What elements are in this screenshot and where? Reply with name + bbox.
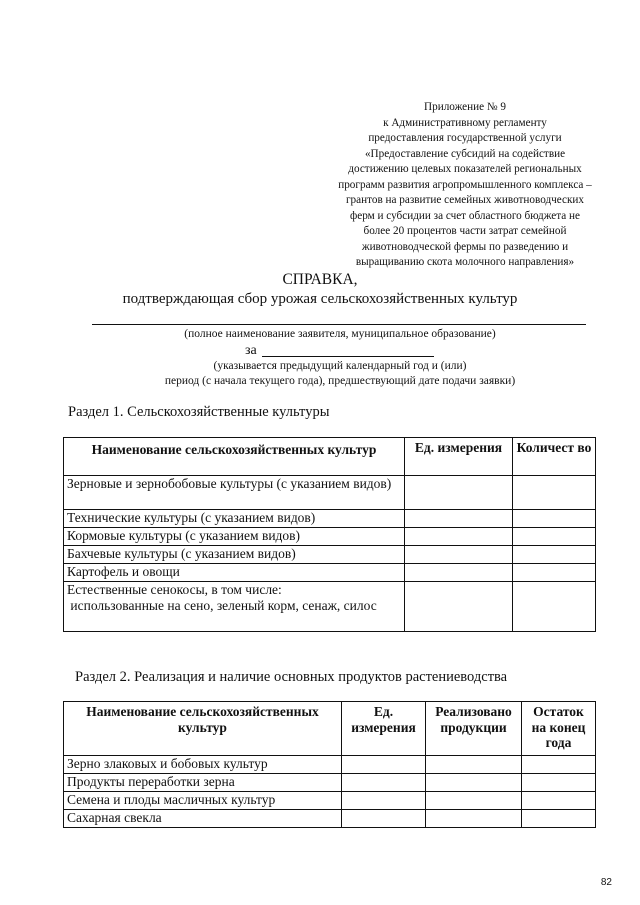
period-line [262, 356, 434, 357]
appendix-line: «Предоставление субсидий на содействие [364, 147, 566, 160]
remaining-cell[interactable] [522, 756, 596, 774]
appendix-line: животноводческой фермы по разведению и [361, 240, 569, 253]
unit-cell[interactable] [405, 476, 513, 510]
table-header-row [64, 438, 596, 476]
period-note-2: период (с начала текущего года), предшествующий дате подачи заявки) [164, 375, 516, 387]
appendix-line: выращиванию скота молочного направления» [355, 256, 575, 268]
applicant-name-line [92, 324, 586, 325]
period-note-1: (указывается предыдущий календарный год и (или) [213, 360, 467, 372]
document-subtitle: подтверждающая сбор урожая сельскохозяйственных культур [122, 291, 518, 307]
sold-cell[interactable] [426, 774, 522, 792]
crop-cell: Технические культуры (с указанием видов) [64, 510, 405, 528]
unit-cell[interactable] [342, 810, 426, 828]
table-row [64, 476, 596, 510]
table-row [64, 582, 596, 632]
quantity-cell[interactable] [513, 546, 596, 564]
header-remaining: Остаток на конец года [522, 702, 596, 756]
header-crop-name: Наименование сельскохозяйственных культур [64, 438, 405, 476]
remaining-cell[interactable] [522, 792, 596, 810]
table-row [64, 810, 596, 828]
product-cell: Сахарная свекла [64, 810, 342, 828]
unit-cell[interactable] [342, 792, 426, 810]
section1-table [63, 437, 596, 632]
appendix-line: предоставления государственной услуги [368, 132, 562, 144]
crop-cell: Зерновые и зернобобовые культуры (с указанием видов) [64, 476, 405, 510]
remaining-cell[interactable] [522, 810, 596, 828]
quantity-cell[interactable] [513, 564, 596, 582]
product-cell: Продукты переработки зерна [64, 774, 342, 792]
product-cell: Зерно злаковых и бобовых культур [64, 756, 342, 774]
quantity-cell[interactable] [513, 510, 596, 528]
table-row [64, 774, 596, 792]
quantity-cell[interactable] [513, 476, 596, 510]
crop-cell-line: использованные на сено, зеленый корм, сенаж, силос [67, 597, 377, 613]
table-row [64, 528, 596, 546]
product-cell: Семена и плоды масличных культур [64, 792, 342, 810]
unit-cell[interactable] [405, 546, 513, 564]
unit-cell[interactable] [405, 510, 513, 528]
table-row [64, 756, 596, 774]
unit-cell[interactable] [405, 582, 513, 632]
unit-cell[interactable] [342, 774, 426, 792]
table-row [64, 564, 596, 582]
crop-cell: Картофель и овощи [64, 564, 405, 582]
unit-cell[interactable] [342, 756, 426, 774]
crop-cell [64, 582, 405, 632]
quantity-cell[interactable] [513, 582, 596, 632]
appendix-line: достижению целевых показателей региональных [348, 163, 582, 175]
applicant-note: (полное наименование заявителя, муниципальное образование) [184, 328, 496, 340]
section2-table [63, 701, 596, 828]
table-header-row [64, 702, 596, 756]
crop-cell-line: Естественные сенокосы, в том числе: [67, 582, 282, 597]
header-unit: Ед. измерения [342, 702, 426, 756]
header-crop-name: Наименование сельскохозяйственных культур [64, 702, 342, 756]
appendix-line: к Административному регламенту [383, 116, 547, 129]
section2-heading: Раздел 2. Реализация и наличие основных продуктов растениеводства [75, 669, 508, 685]
appendix-line: Приложение № 9 [424, 101, 506, 113]
header-unit: Ед. измерения [405, 438, 513, 476]
sold-cell[interactable] [426, 792, 522, 810]
remaining-cell[interactable] [522, 774, 596, 792]
appendix-line: программ развития агропромышленного комплекса – [338, 178, 592, 191]
header-sold: Реализовано продукции [426, 702, 522, 756]
appendix-header [305, 100, 625, 271]
document-title: СПРАВКА, [282, 271, 358, 288]
header-quantity: Количест во [513, 438, 596, 476]
table-row [64, 510, 596, 528]
appendix-line: более 20 процентов части затрат семейной [363, 225, 567, 237]
page-number: 82 [600, 877, 612, 888]
appendix-line: ферм и субсидии за счет областного бюджета не [349, 209, 581, 222]
appendix-line: грантов на развитие семейных животноводческих [345, 194, 585, 206]
unit-cell[interactable] [405, 564, 513, 582]
table-row [64, 546, 596, 564]
period-prefix: за [245, 343, 257, 358]
sold-cell[interactable] [426, 810, 522, 828]
crop-cell: Бахчевые культуры (с указанием видов) [64, 546, 405, 564]
sold-cell[interactable] [426, 756, 522, 774]
table-row [64, 792, 596, 810]
section1-heading: Раздел 1. Сельскохозяйственные культуры [68, 404, 330, 420]
crop-cell: Кормовые культуры (с указанием видов) [64, 528, 405, 546]
quantity-cell[interactable] [513, 528, 596, 546]
unit-cell[interactable] [405, 528, 513, 546]
